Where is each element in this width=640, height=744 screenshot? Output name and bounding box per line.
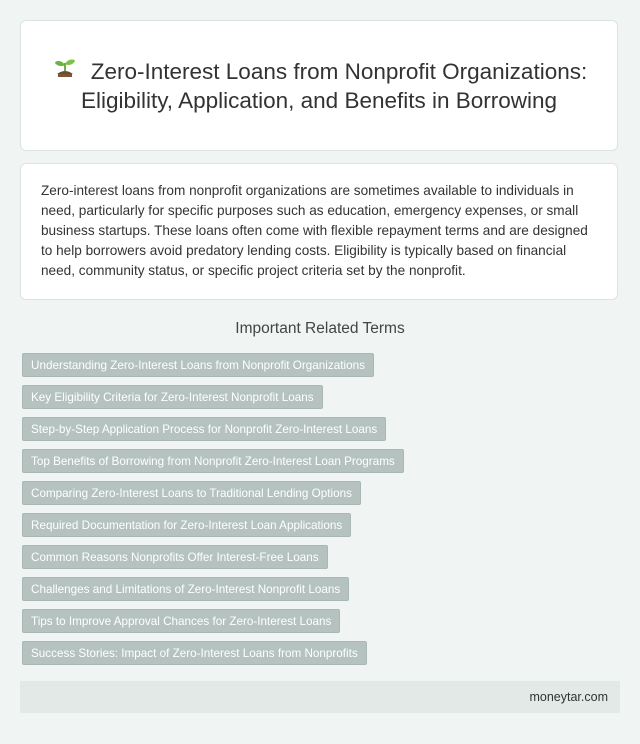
title-card — [20, 20, 618, 151]
footer — [20, 681, 620, 713]
list-item — [22, 481, 620, 505]
related-terms-heading: Important Related Terms — [235, 320, 405, 337]
related-term-tag[interactable]: Success Stories: Impact of Zero-Interest Loans from Nonprofits — [22, 641, 367, 665]
related-term-tag[interactable]: Required Documentation for Zero-Interest Loan Applications — [22, 513, 351, 537]
related-term-tag[interactable]: Challenges and Limitations of Zero-Interest Nonprofit Loans — [22, 577, 349, 601]
list-item — [22, 449, 620, 473]
description-text: Zero-interest loans from nonprofit organizations are sometimes available to individuals in need, particularly for specific purposes such as education, emergency expenses, or small business startups. These loans often come with flexible repayment terms and are designed to help borrowers avoid predatory lending costs. Eligibility is typically based on financial need, community status, or specific project criteria set by the nonprofit. — [41, 183, 588, 278]
related-term-tag[interactable]: Understanding Zero-Interest Loans from Nonprofit Organizations — [22, 353, 374, 377]
related-term-tag[interactable]: Comparing Zero-Interest Loans to Traditional Lending Options — [22, 481, 361, 505]
list-item — [22, 385, 620, 409]
list-item — [22, 577, 620, 601]
list-item — [22, 641, 620, 665]
related-term-tag[interactable]: Key Eligibility Criteria for Zero-Interest Nonprofit Loans — [22, 385, 323, 409]
related-term-tag[interactable]: Top Benefits of Borrowing from Nonprofit Zero-Interest Loan Programs — [22, 449, 404, 473]
related-terms-list — [22, 353, 620, 673]
sprout-icon — [51, 58, 79, 82]
description-card — [20, 163, 618, 300]
list-item — [22, 417, 620, 441]
footer-site-link[interactable]: moneytar.com — [529, 690, 608, 704]
related-term-tag[interactable]: Common Reasons Nonprofits Offer Interest-Free Loans — [22, 545, 328, 569]
title-text: Zero-Interest Loans from Nonprofit Organizations: Eligibility, Application, and Benefits in Borrowing — [80, 58, 588, 113]
related-term-tag[interactable]: Tips to Improve Approval Chances for Zero-Interest Loans — [22, 609, 340, 633]
list-item — [22, 545, 620, 569]
list-item — [22, 353, 620, 377]
page-title — [41, 57, 597, 115]
related-term-tag[interactable]: Step-by-Step Application Process for Nonprofit Zero-Interest Loans — [22, 417, 386, 441]
list-item — [22, 513, 620, 537]
list-item — [22, 609, 620, 633]
